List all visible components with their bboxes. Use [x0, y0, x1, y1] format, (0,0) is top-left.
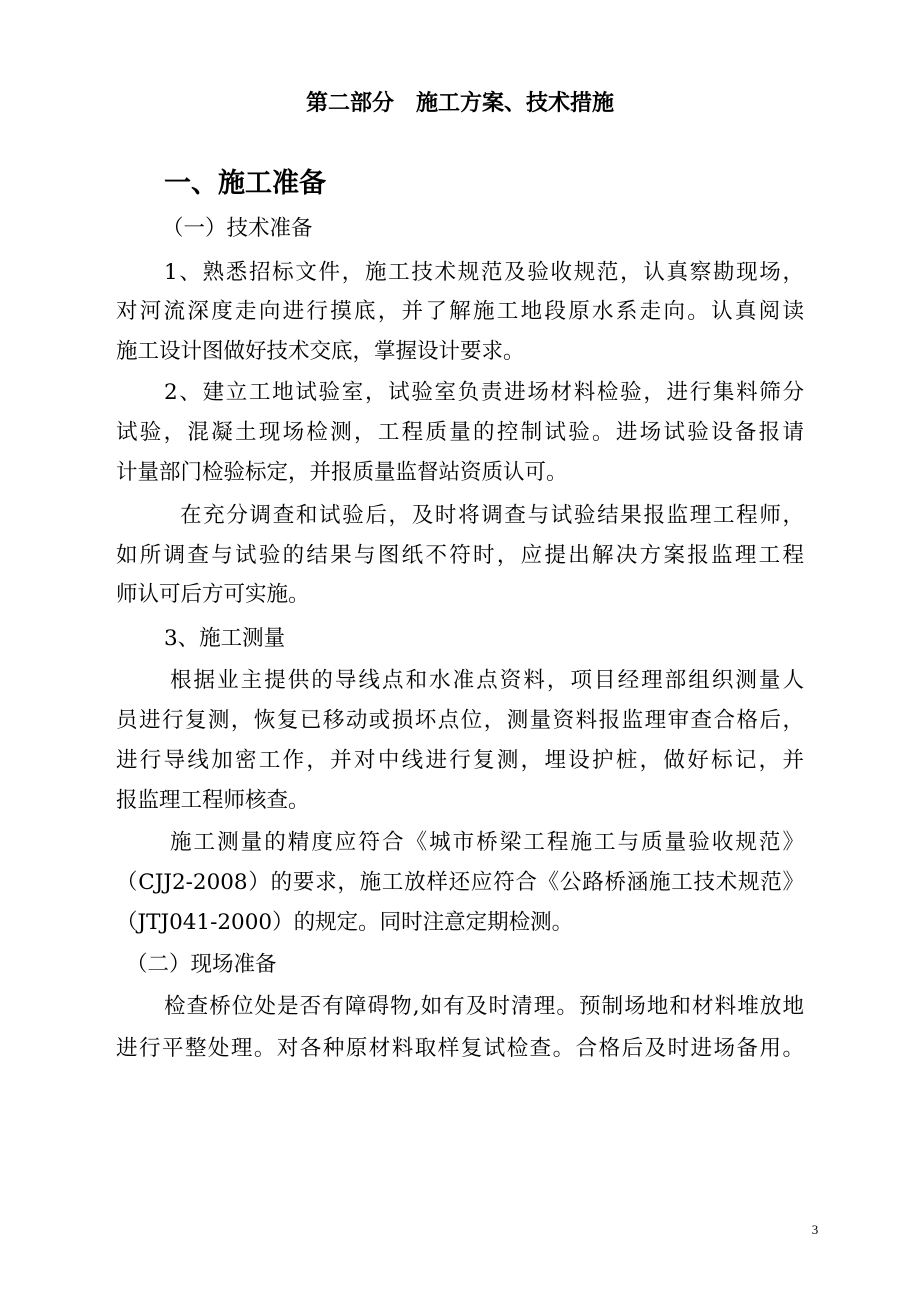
- paragraph-line: 试验，混凝土现场检测，工程质量的控制试验。进场试验设备报请: [116, 420, 804, 445]
- paragraph-line: 师认可后方可实施。: [116, 582, 310, 607]
- paragraph-line: 施工测量的精度应符合《城市桥梁工程施工与质量验收规范》: [170, 830, 804, 855]
- page-title: 第二部分 施工方案、技术措施: [305, 91, 614, 116]
- subsection-heading-site-prep: （二）现场准备: [126, 952, 277, 977]
- paragraph-line: 计量部门检验标定，并报质量监督站资质认可。: [116, 460, 568, 485]
- subsection-heading-survey: 3、施工测量: [164, 626, 286, 651]
- page-number: 3: [811, 1222, 819, 1237]
- paragraph-line: 对河流深度走向进行摸底，并了解施工地段原水系走向。认真阅读: [116, 299, 804, 324]
- paragraph-line: 检查桥位处是否有障碍物,如有及时清理。预制场地和材料堆放地: [164, 994, 804, 1019]
- subsection-heading-tech-prep: （一）技术准备: [162, 216, 313, 241]
- paragraph-line: 报监理工程师核查。: [116, 788, 310, 813]
- paragraph-line: 2、建立工地试验室，试验室负责进场材料检验，进行集料筛分: [164, 380, 804, 405]
- section-heading: 一、施工准备: [164, 168, 326, 199]
- paragraph-line: 进行平整处理。对各种原材料取样复试检查。合格后及时进场备用。: [116, 1036, 804, 1061]
- paragraph-line: （CJJ2-2008）的要求，施工放样还应符合《公路桥涵施工技术规范》: [116, 870, 804, 895]
- paragraph-line: 施工设计图做好技术交底，掌握设计要求。: [116, 339, 525, 364]
- paragraph-line: 员进行复测，恢复已移动或损坏点位，测量资料报监理审查合格后，: [116, 708, 804, 733]
- paragraph-line: 在充分调查和试验后，及时将调查与试验结果报监理工程师，: [180, 503, 804, 528]
- paragraph-line: 如所调查与试验的结果与图纸不符时，应提出解决方案报监理工程: [116, 543, 804, 568]
- paragraph-line: （JTJ041-2000）的规定。同时注意定期检测。: [116, 910, 574, 935]
- paragraph-line: 进行导线加密工作，并对中线进行复测，埋设护桩，做好标记，并: [116, 748, 804, 773]
- paragraph-line: 1、熟悉招标文件，施工技术规范及验收规范，认真察勘现场，: [164, 260, 804, 285]
- paragraph-line: 根据业主提供的导线点和水准点资料，项目经理部组织测量人: [170, 668, 804, 693]
